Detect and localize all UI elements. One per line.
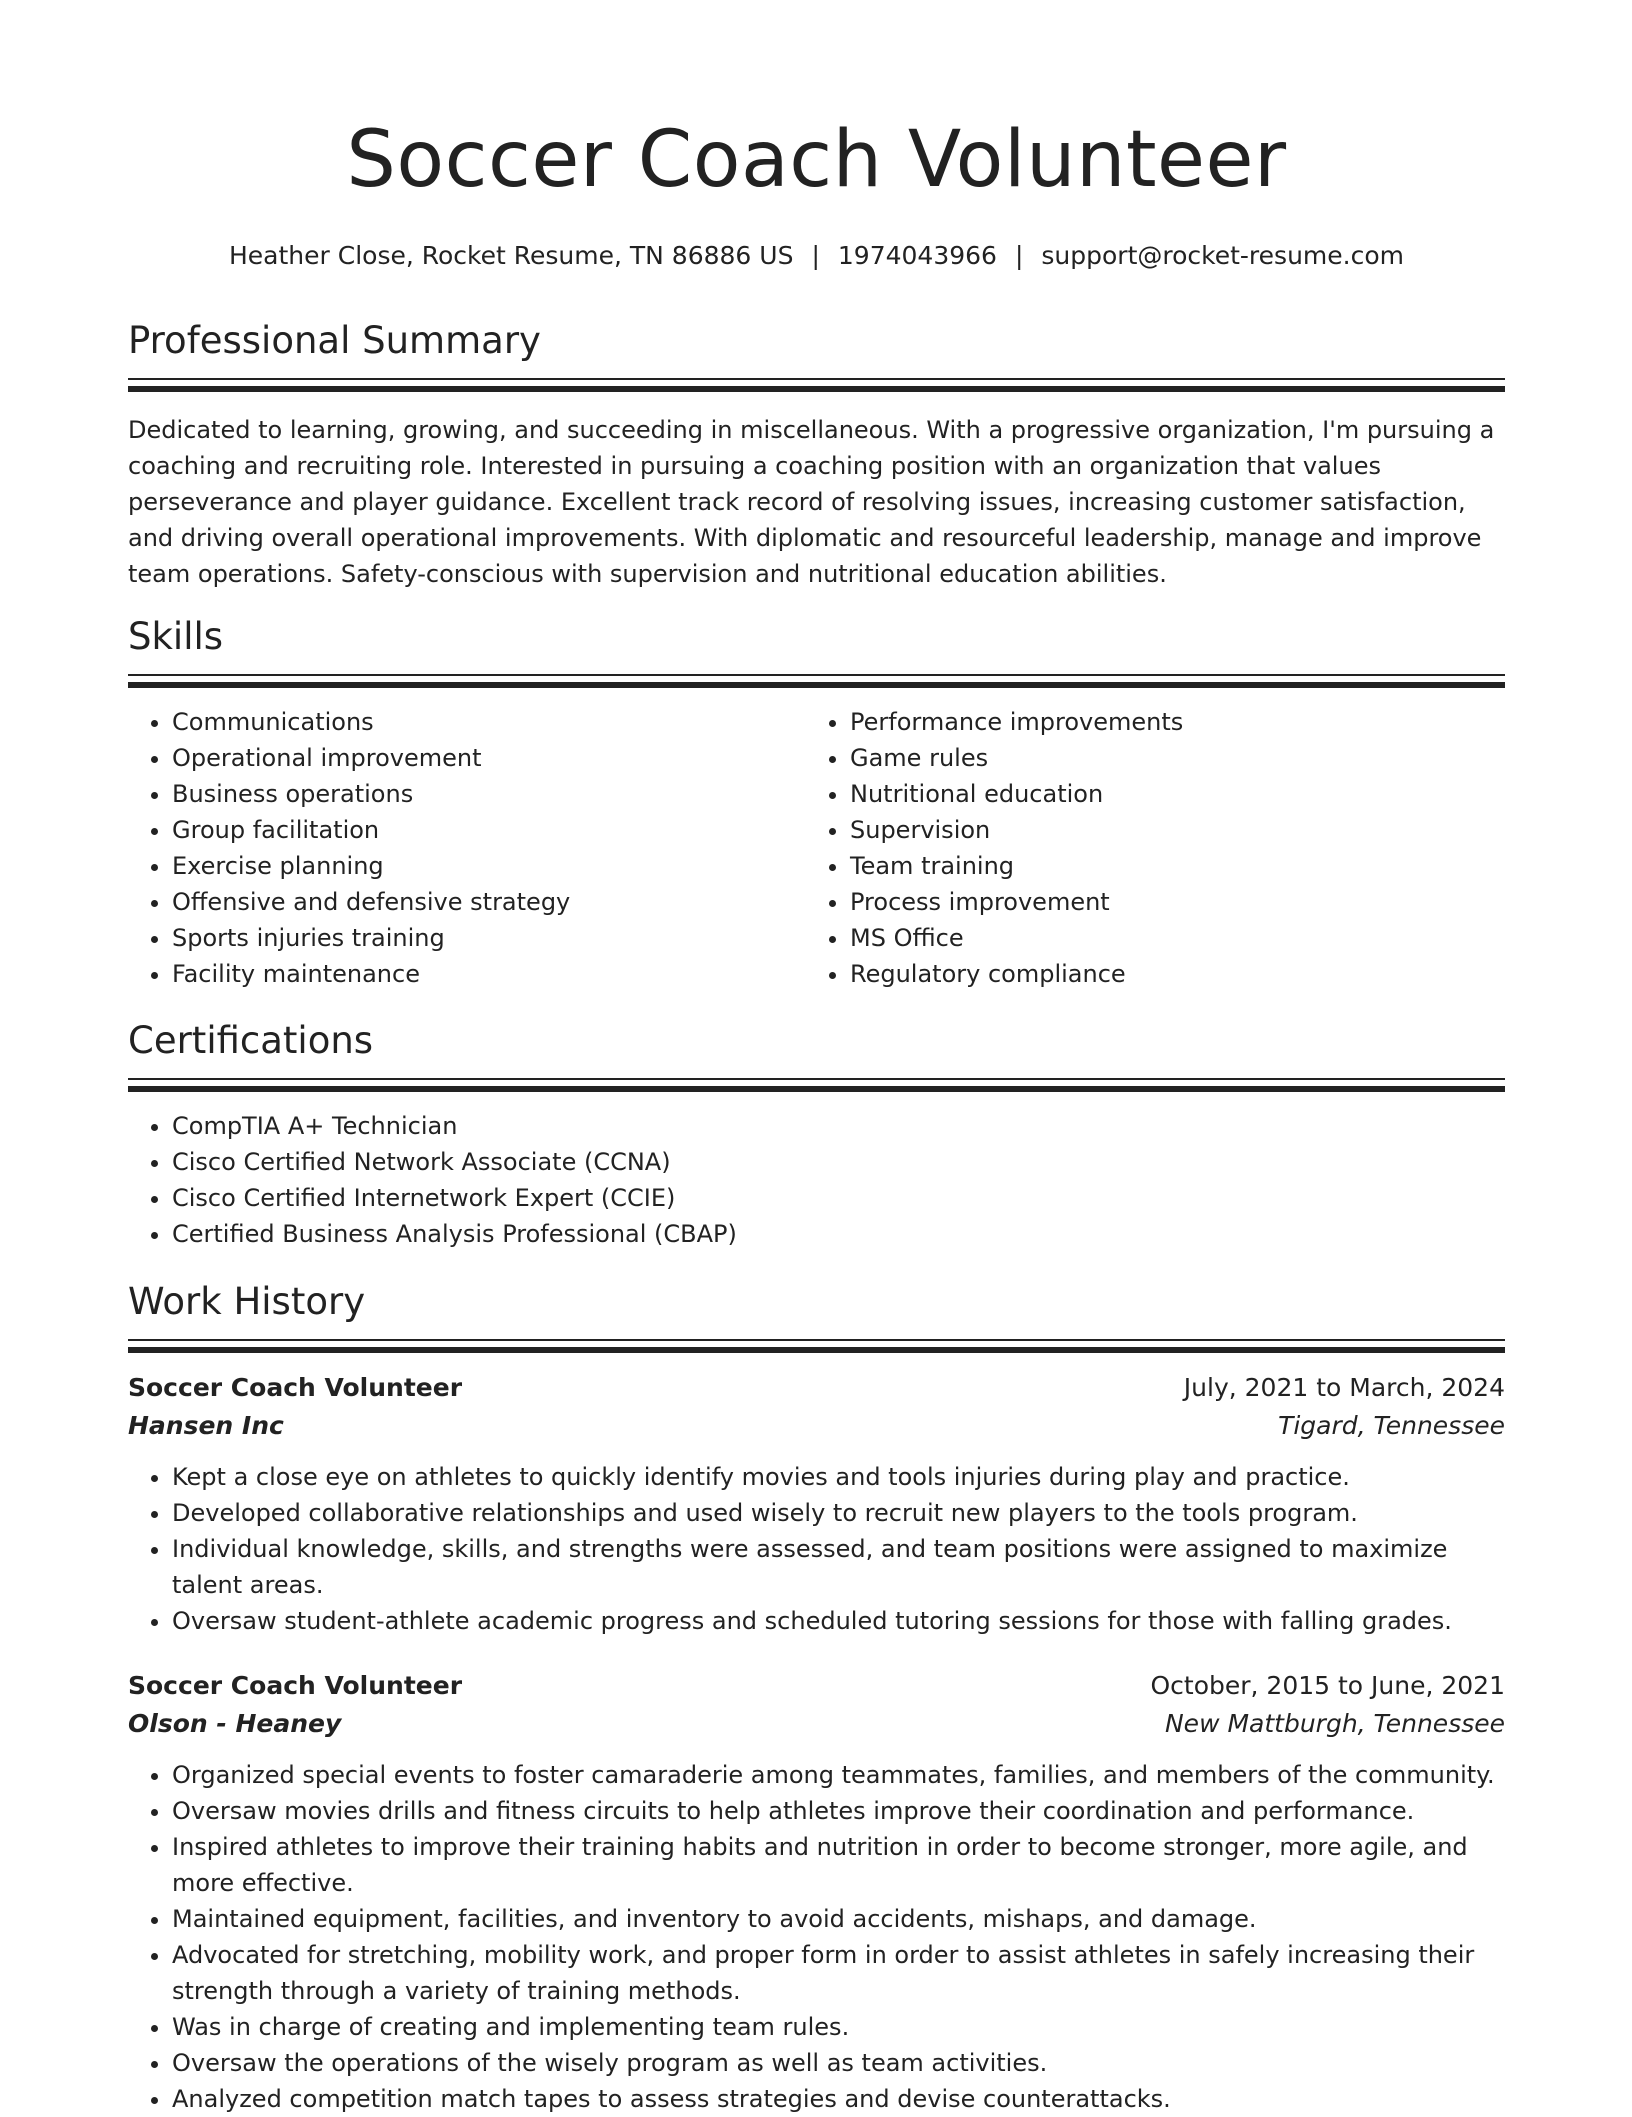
job-bullet: • Organized special events to foster camaraderie among teammates, families, and members of the community. — [172, 1757, 1505, 1793]
work-history-section — [128, 1279, 1505, 2117]
contact-address: Heather Close, Rocket Resume, TN 86886 US — [229, 241, 794, 270]
skill-item: • Sports injuries training — [172, 920, 806, 956]
certification-item: • Certified Business Analysis Professional (CBAP) — [172, 1216, 1505, 1252]
job-bullet: • Oversaw the operations of the wisely program as well as team activities. — [172, 2045, 1505, 2081]
job-header — [128, 1667, 1505, 1705]
job-dates: October, 2015 to June, 2021 — [1150, 1671, 1505, 1700]
contact-email[interactable]: support@rocket-resume.com — [1041, 241, 1404, 270]
job-entry — [128, 1369, 1505, 1639]
skills-section — [128, 614, 1505, 992]
job-header — [128, 1369, 1505, 1407]
summary-text: Dedicated to learning, growing, and succeeding in miscellaneous. With a progressive organization, I'm pursuing a coaching and recruiting role. Interested in pursuing a coaching position with an organization that values perseverance and player guidance. Excellent track record of resolving issues, increasing customer satisfaction, and driving overall operational improvements. With diplomatic and resourceful leadership, manage and improve team operations. Safety-conscious with supervision and nutritional education abilities. — [128, 416, 1495, 588]
certifications-section — [128, 1018, 1505, 1252]
skills-list-left — [128, 704, 806, 992]
summary-heading: Professional Summary — [128, 319, 541, 362]
job-location: New Mattburgh, Tennessee — [1164, 1709, 1505, 1738]
section-rule-thin — [128, 1078, 1505, 1080]
skill-item: • Business operations — [172, 776, 806, 812]
job-title: Soccer Coach Volunteer — [128, 1373, 463, 1402]
skill-item: • Team training — [850, 848, 1484, 884]
certification-item: • Cisco Certified Internetwork Expert (CCIE) — [172, 1180, 1505, 1216]
contact-phone: 1974043966 — [837, 241, 997, 270]
job-location: Tigard, Tennessee — [1278, 1411, 1505, 1440]
summary-section — [128, 318, 1505, 592]
section-rule-thick — [128, 1086, 1505, 1092]
job-bullet: • Oversaw movies drills and fitness circuits to help athletes improve their coordination and performance. — [172, 1793, 1505, 1829]
job-subheader — [128, 1407, 1505, 1445]
job-bullet: • Individual knowledge, skills, and strengths were assessed, and team positions were assigned to maximize talent areas. — [172, 1531, 1505, 1603]
job-bullet: • Oversaw student-athlete academic progress and scheduled tutoring sessions for those with falling grades. — [172, 1603, 1505, 1639]
skill-item: • Operational improvement — [172, 740, 806, 776]
section-rule-thick — [128, 682, 1505, 688]
job-bullet: • Developed collaborative relationships and used wisely to recruit new players to the tools program. — [172, 1495, 1505, 1531]
job-company: Hansen Inc — [128, 1411, 284, 1440]
section-rule-thin — [128, 378, 1505, 380]
skill-item: • Regulatory compliance — [850, 956, 1484, 992]
certification-item: • CompTIA A+ Technician — [172, 1108, 1505, 1144]
job-bullet: • Kept a close eye on athletes to quickly identify movies and tools injuries during play and practice. — [172, 1459, 1505, 1495]
resume-title: Soccer Coach Volunteer — [346, 115, 1287, 205]
job-entry — [128, 1667, 1505, 2117]
skill-item: • Process improvement — [850, 884, 1484, 920]
skill-item: • Facility maintenance — [172, 956, 806, 992]
section-rule-thin — [128, 1339, 1505, 1341]
job-title: Soccer Coach Volunteer — [128, 1671, 463, 1700]
job-bullets — [128, 1757, 1505, 2117]
contact-separator: | — [811, 241, 820, 270]
section-rule-thick — [128, 386, 1505, 392]
skill-item: • Exercise planning — [172, 848, 806, 884]
section-rule-thin — [128, 674, 1505, 676]
contact-line — [128, 240, 1505, 272]
job-bullet: • Analyzed competition match tapes to assess strategies and devise counterattacks. — [172, 2081, 1505, 2117]
section-rule-thick — [128, 1347, 1505, 1353]
skill-item: • Performance improvements — [850, 704, 1484, 740]
job-bullet: • Inspired athletes to improve their training habits and nutrition in order to become stronger, more agile, and more effective. — [172, 1829, 1505, 1901]
work-history-heading: Work History — [128, 1280, 366, 1323]
skills-list-right — [806, 704, 1484, 992]
certification-item: • Cisco Certified Network Associate (CCNA) — [172, 1144, 1505, 1180]
job-bullet: • Maintained equipment, facilities, and inventory to avoid accidents, mishaps, and damage. — [172, 1901, 1505, 1937]
skill-item: • Nutritional education — [850, 776, 1484, 812]
job-bullets — [128, 1459, 1505, 1639]
skill-item: • Offensive and defensive strategy — [172, 884, 806, 920]
skills-columns — [128, 704, 1505, 992]
job-dates: July, 2021 to March, 2024 — [1183, 1373, 1505, 1402]
certifications-list — [128, 1108, 1505, 1252]
skill-item: • Communications — [172, 704, 806, 740]
job-subheader — [128, 1705, 1505, 1743]
skill-item: • Supervision — [850, 812, 1484, 848]
certifications-heading: Certifications — [128, 1019, 374, 1062]
job-company: Olson - Heaney — [128, 1709, 342, 1738]
contact-separator: | — [1014, 241, 1024, 270]
skills-heading: Skills — [128, 615, 224, 658]
skill-item: • Game rules — [850, 740, 1484, 776]
job-bullet: • Advocated for stretching, mobility work, and proper form in order to assist athletes in safely increasing their strength through a variety of training methods. — [172, 1937, 1505, 2009]
skill-item: • MS Office — [850, 920, 1484, 956]
job-bullet: • Was in charge of creating and implementing team rules. — [172, 2009, 1505, 2045]
skill-item: • Group facilitation — [172, 812, 806, 848]
